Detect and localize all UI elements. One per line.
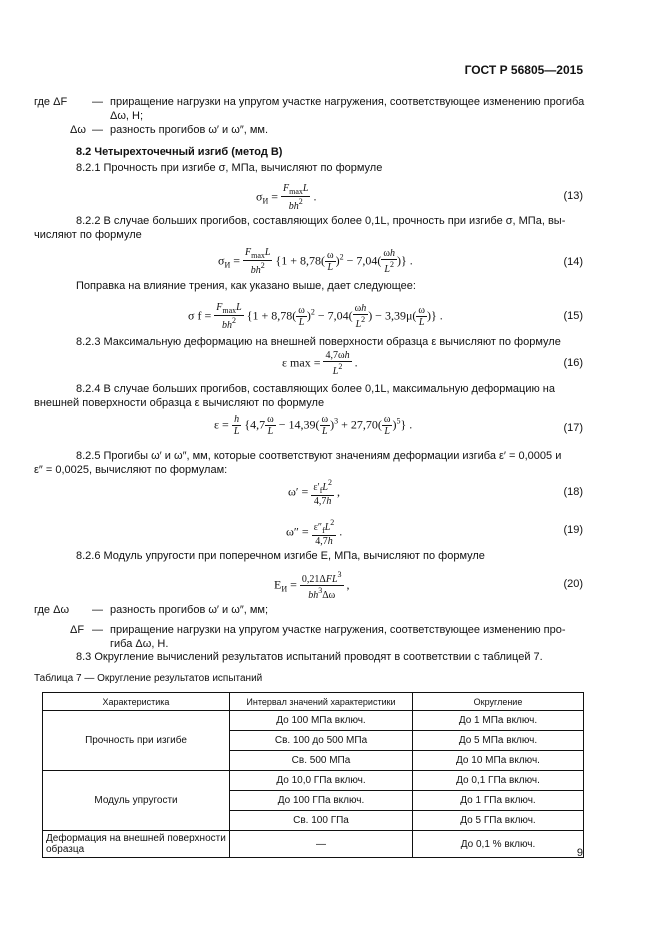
paragraph-8-2-2: 8.2.2 В случае больших прогибов, составляющих более 0,1L, прочность при изгибе σ, МПа, вы- <box>76 215 566 227</box>
equation-number: (20) <box>563 578 583 590</box>
table-row <box>43 711 584 731</box>
rounding-cell: До 10 МПа включ. <box>413 751 584 771</box>
interval-cell: Св. 500 МПа <box>230 751 413 771</box>
equation-13: $\sigma_И$ = $\frac{F_{max}L}{bh^2}$ . <box>256 183 317 212</box>
paragraph-8-2-4-cont: внешней поверхности образца ε вычисляют по формуле <box>34 397 325 409</box>
paragraph-8-2-2-cont: числяют по формуле <box>34 229 142 241</box>
equation-number: (17) <box>563 422 583 434</box>
equation-16: ε max = $\frac{4,7\omega h}{L^2}$ . <box>282 350 358 377</box>
page-number: 9 <box>576 847 583 859</box>
def-symbol-dw: где Δω <box>34 604 70 616</box>
def-text-dF-cont: Δω, Н; <box>110 110 144 122</box>
def-symbol-dF: где ΔF <box>34 96 68 108</box>
def-dash: — <box>92 96 103 108</box>
interval-cell: До 100 ГПа включ. <box>230 791 413 811</box>
column-header: Характеристика <box>43 693 230 711</box>
def-text-dF: приращение нагрузки на упругом участке нагружения, соответствующее изменению про- <box>110 624 566 636</box>
paragraph-8-3: 8.3 Округление вычислений результатов испытаний проводят в соответствии с таблицей 7. <box>76 651 543 663</box>
eq19-lhs: ω″ <box>286 524 299 539</box>
column-header: Округление <box>413 693 584 711</box>
equation-number: (19) <box>563 524 583 536</box>
equation-14: $\sigma_И$ = $\frac{F_{max}L}{bh^2}$ {1 + 8,78( $\frac{\omega}{L}$ )$^2$ − 7,04( $\frac{\omega h}{L^2}$ )} . <box>218 247 413 276</box>
paragraph-8-2-5: 8.2.5 Прогибы ω′ и ω″, мм, которые соответствуют значениям деформации изгиба ε′ = 0,0005 и <box>76 450 562 462</box>
rounding-cell: До 0,1 ГПа включ. <box>413 771 584 791</box>
def-dash: — <box>92 124 103 136</box>
eq20-lhs: E <box>274 577 282 592</box>
rounding-cell: До 1 МПа включ. <box>413 711 584 731</box>
section-title-8-2: 8.2 Четырехточечный изгиб (метод В) <box>76 146 283 158</box>
paragraph-8-2-3: 8.2.3 Максимальную деформацию на внешней поверхности образца ε вычисляют по формуле <box>76 336 561 348</box>
def-text-dF-cont: гиба Δω, Н. <box>110 638 169 650</box>
equation-20: $E_И$ = $\frac{0,21\Delta FL^3}{bh^3\Delta\omega}$ , <box>274 570 350 601</box>
characteristic-cell: Прочность при изгибе <box>43 711 230 771</box>
rounding-cell: До 0,1 % включ. <box>413 831 584 858</box>
equation-number: (16) <box>563 357 583 369</box>
document-code: ГОСТ Р 56805—2015 <box>464 63 583 77</box>
equation-15: σ f = $\frac{F_{max}L}{bh^2}$ {1 + 8,78( $\frac{\omega}{L}$ )$^2$ − 7,04( $\frac{\omega h}{L^2}$ ) − 3,39μ( $\frac{\omega}{L}$ )} . <box>188 302 443 331</box>
equation-number: (15) <box>563 310 583 322</box>
equation-17: ε = $\frac{h}{L}$ {4,7 $\frac{\omega}{L}$ − 14,39( $\frac{\omega}{L}$ )$^3$ + 27,70( $\frac{\omega}{L}$ )$^5$} . <box>214 414 413 437</box>
eq17-lhs: ε <box>214 417 220 432</box>
eq15-lhs: σ f <box>188 308 202 323</box>
paragraph-8-2-1: 8.2.1 Прочность при изгибе σ, МПа, вычисляют по формуле <box>76 162 383 174</box>
friction-note: Поправка на влияние трения, как указано выше, дает следующее: <box>76 280 416 292</box>
rounding-cell: До 1 ГПа включ. <box>413 791 584 811</box>
paragraph-8-2-5-cont: ε″ = 0,0025, вычисляют по формулам: <box>34 464 228 476</box>
rounding-table <box>42 692 584 858</box>
interval-cell: До 10,0 ГПа включ. <box>230 771 413 791</box>
eq16-lhs: ε max <box>282 355 311 370</box>
equation-number: (13) <box>563 190 583 202</box>
eq18-lhs: ω′ <box>288 484 299 499</box>
paragraph-8-2-4: 8.2.4 В случае больших прогибов, составляющих более 0,1L, максимальную деформацию на <box>76 383 555 395</box>
characteristic-cell: Деформация на внешней поверхности образца <box>43 831 230 858</box>
interval-cell: Св. 100 до 500 МПа <box>230 731 413 751</box>
interval-cell: До 100 МПа включ. <box>230 711 413 731</box>
equation-number: (18) <box>563 486 583 498</box>
rounding-cell: До 5 ГПа включ. <box>413 811 584 831</box>
interval-cell: — <box>230 831 413 858</box>
equation-18: ω′ = $\frac{\varepsilon'_fL^2}{4,7h}$ , <box>288 478 340 507</box>
def-text-dF: приращение нагрузки на упругом участке нагружения, соответствующее изменению прогиба <box>110 96 585 108</box>
def-symbol-dF: ΔF <box>70 624 85 636</box>
table-caption: Таблица 7 — Округление результатов испытаний <box>34 673 263 684</box>
paragraph-8-2-6: 8.2.6 Модуль упругости при поперечном изгибе E, МПа, вычисляют по формуле <box>76 550 485 562</box>
def-dash: — <box>92 624 103 636</box>
def-symbol-dw: Δω <box>70 124 86 136</box>
eq13-lhs: σ <box>256 189 263 204</box>
table-row <box>43 771 584 791</box>
characteristic-cell: Модуль упругости <box>43 771 230 831</box>
equation-19: ω″ = $\frac{\varepsilon''_fL^2}{4,7h}$ . <box>286 518 343 547</box>
def-dash: — <box>92 604 103 616</box>
eq14-lhs: σ <box>218 253 225 268</box>
equation-number: (14) <box>563 256 583 268</box>
column-header: Интервал значений характеристики <box>230 693 413 711</box>
def-text-dw: разность прогибов ω′ и ω″, мм. <box>110 124 269 136</box>
rounding-cell: До 5 МПа включ. <box>413 731 584 751</box>
interval-cell: Св. 100 ГПа <box>230 811 413 831</box>
table-row <box>43 831 584 858</box>
def-text-dw: разность прогибов ω′ и ω″, мм; <box>110 604 269 616</box>
